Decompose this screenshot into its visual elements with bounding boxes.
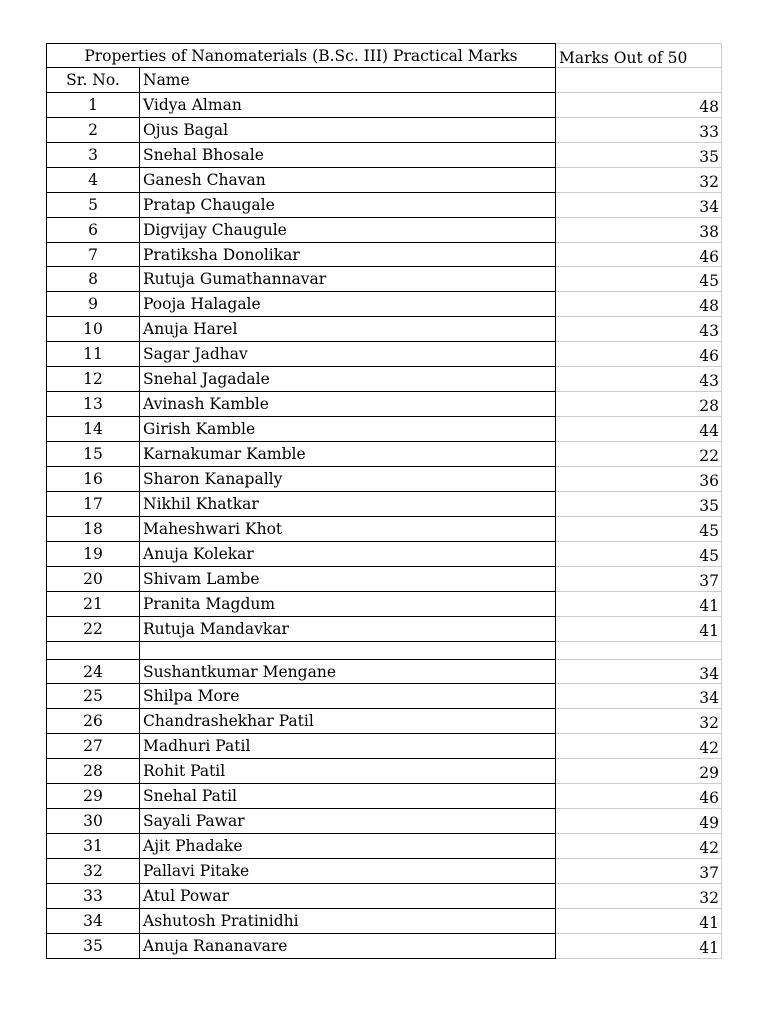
marks-cell[interactable]: 43	[556, 317, 722, 342]
marks-cell[interactable]: 38	[556, 218, 722, 243]
name-cell[interactable]: Anuja Kolekar	[140, 542, 556, 567]
marks-cell[interactable]: 43	[556, 367, 722, 392]
table-row	[46, 884, 722, 909]
name-cell[interactable]: Digvijay Chaugule	[140, 218, 556, 243]
table-row	[46, 467, 722, 492]
sr-no-cell[interactable]	[46, 642, 140, 660]
sr-no-cell[interactable]: 32	[46, 859, 140, 884]
sr-no-cell[interactable]: 9	[46, 292, 140, 317]
marks-cell[interactable]: 37	[556, 859, 722, 884]
table-row	[46, 342, 722, 367]
marks-cell[interactable]: 34	[556, 660, 722, 685]
marks-cell[interactable]: 48	[556, 292, 722, 317]
table-row	[46, 709, 722, 734]
table-row	[46, 617, 722, 642]
sr-no-cell[interactable]: 12	[46, 367, 140, 392]
marks-cell[interactable]: 28	[556, 392, 722, 417]
name-cell[interactable]: Rohit Patil	[140, 759, 556, 784]
table-row	[46, 243, 722, 268]
sr-no-cell[interactable]: 31	[46, 834, 140, 859]
sr-no-cell[interactable]: 13	[46, 392, 140, 417]
marks-cell[interactable]: 42	[556, 734, 722, 759]
name-cell[interactable]: Sayali Pawar	[140, 809, 556, 834]
marks-cell[interactable]: 46	[556, 243, 722, 268]
name-cell[interactable]: Anuja Rananavare	[140, 934, 556, 959]
name-cell[interactable]: Rutuja Gumathannavar	[140, 267, 556, 292]
table-row	[46, 809, 722, 834]
name-cell[interactable]: Girish Kamble	[140, 417, 556, 442]
name-cell[interactable]: Snehal Patil	[140, 784, 556, 809]
table-row	[46, 567, 722, 592]
sr-no-cell[interactable]: 29	[46, 784, 140, 809]
sr-no-cell[interactable]: 4	[46, 168, 140, 193]
marks-cell[interactable]: 45	[556, 542, 722, 567]
table-row	[46, 734, 722, 759]
marks-cell[interactable]: 29	[556, 759, 722, 784]
marks-cell[interactable]: 34	[556, 684, 722, 709]
table-row	[46, 759, 722, 784]
table-row	[46, 392, 722, 417]
table-row	[46, 168, 722, 193]
marks-cell[interactable]: 45	[556, 267, 722, 292]
table-row	[46, 367, 722, 392]
name-cell[interactable]: Sushantkumar Mengane	[140, 660, 556, 685]
marks-cell[interactable]: 32	[556, 168, 722, 193]
table-row	[46, 93, 722, 118]
sr-no-cell[interactable]: 15	[46, 442, 140, 467]
sr-no-cell[interactable]: 7	[46, 243, 140, 268]
sr-no-cell[interactable]: 19	[46, 542, 140, 567]
marks-sheet	[46, 43, 722, 959]
marks-cell[interactable]: 32	[556, 884, 722, 909]
sr-no-cell[interactable]: 6	[46, 218, 140, 243]
sr-no-cell[interactable]: 34	[46, 909, 140, 934]
marks-cell[interactable]: 44	[556, 417, 722, 442]
table-row	[46, 859, 722, 884]
name-cell[interactable]: Maheshwari Khot	[140, 517, 556, 542]
marks-cell[interactable]: 37	[556, 567, 722, 592]
name-cell[interactable]: Ajit Phadake	[140, 834, 556, 859]
table-row	[46, 442, 722, 467]
table-row	[46, 218, 722, 243]
name-cell[interactable]: Ojus Bagal	[140, 118, 556, 143]
table-row	[46, 292, 722, 317]
name-cell[interactable]: Shivam Lambe	[140, 567, 556, 592]
marks-column-header[interactable]: Marks Out of 50	[556, 43, 722, 68]
table-row	[46, 542, 722, 567]
name-cell[interactable]: Sharon Kanapally	[140, 467, 556, 492]
name-cell[interactable]	[140, 642, 556, 660]
sr-no-cell[interactable]: 10	[46, 317, 140, 342]
sr-no-cell[interactable]: 30	[46, 809, 140, 834]
marks-header-blank-cell[interactable]	[556, 68, 722, 93]
name-cell[interactable]: Shilpa More	[140, 684, 556, 709]
sr-no-cell[interactable]: 5	[46, 193, 140, 218]
sr-no-cell[interactable]: 1	[46, 93, 140, 118]
sheet-title[interactable]: Properties of Nanomaterials (B.Sc. III) Practical Marks	[46, 43, 556, 68]
name-cell[interactable]: Ashutosh Pratinidhi	[140, 909, 556, 934]
table-row	[46, 592, 722, 617]
table-row	[46, 267, 722, 292]
sr-no-cell[interactable]: 16	[46, 467, 140, 492]
sr-no-cell[interactable]: 33	[46, 884, 140, 909]
sr-no-cell[interactable]: 11	[46, 342, 140, 367]
sr-no-cell[interactable]: 22	[46, 617, 140, 642]
sr-no-cell[interactable]: 28	[46, 759, 140, 784]
sr-no-cell[interactable]: 25	[46, 684, 140, 709]
marks-cell[interactable]: 35	[556, 492, 722, 517]
sr-no-cell[interactable]: 14	[46, 417, 140, 442]
name-cell[interactable]: Pratap Chaugale	[140, 193, 556, 218]
sr-no-cell[interactable]: 35	[46, 934, 140, 959]
marks-cell[interactable]: 41	[556, 909, 722, 934]
table-row	[46, 642, 722, 660]
marks-cell[interactable]: 45	[556, 517, 722, 542]
table-row	[46, 784, 722, 809]
name-cell[interactable]: Karnakumar Kamble	[140, 442, 556, 467]
name-cell[interactable]: Pranita Magdum	[140, 592, 556, 617]
sr-no-cell[interactable]: 21	[46, 592, 140, 617]
marks-cell[interactable]: 48	[556, 93, 722, 118]
table-row	[46, 834, 722, 859]
marks-cell[interactable]	[556, 642, 722, 660]
table-row	[46, 118, 722, 143]
marks-cell[interactable]: 41	[556, 592, 722, 617]
table-row	[46, 517, 722, 542]
marks-cell[interactable]: 46	[556, 784, 722, 809]
name-cell[interactable]: Madhuri Patil	[140, 734, 556, 759]
table-body	[46, 93, 722, 959]
sr-no-cell[interactable]: 26	[46, 709, 140, 734]
marks-cell[interactable]: 22	[556, 442, 722, 467]
marks-cell[interactable]: 41	[556, 934, 722, 959]
sr-no-cell[interactable]: 2	[46, 118, 140, 143]
table-row	[46, 934, 722, 959]
table-row	[46, 317, 722, 342]
sr-no-cell[interactable]: 24	[46, 660, 140, 685]
table-row	[46, 193, 722, 218]
table-row	[46, 684, 722, 709]
name-cell[interactable]: Nikhil Khatkar	[140, 492, 556, 517]
name-cell[interactable]: Rutuja Mandavkar	[140, 617, 556, 642]
header-row	[46, 68, 722, 93]
table-row	[46, 492, 722, 517]
name-cell[interactable]: Avinash Kamble	[140, 392, 556, 417]
table-row	[46, 660, 722, 685]
sr-no-column-header[interactable]: Sr. No.	[46, 68, 140, 93]
name-cell[interactable]: Pooja Halagale	[140, 292, 556, 317]
sr-no-cell[interactable]: 20	[46, 567, 140, 592]
name-cell[interactable]: Snehal Jagadale	[140, 367, 556, 392]
marks-cell[interactable]: 49	[556, 809, 722, 834]
marks-cell[interactable]: 41	[556, 617, 722, 642]
name-cell[interactable]: Chandrashekhar Patil	[140, 709, 556, 734]
name-cell[interactable]: Pratiksha Donolikar	[140, 243, 556, 268]
name-cell[interactable]: Snehal Bhosale	[140, 143, 556, 168]
sr-no-cell[interactable]: 8	[46, 267, 140, 292]
table-row	[46, 909, 722, 934]
sr-no-cell[interactable]: 17	[46, 492, 140, 517]
name-cell[interactable]: Pallavi Pitake	[140, 859, 556, 884]
name-cell[interactable]: Vidya Alman	[140, 93, 556, 118]
marks-cell[interactable]: 33	[556, 118, 722, 143]
name-cell[interactable]: Anuja Harel	[140, 317, 556, 342]
name-column-header[interactable]: Name	[140, 68, 556, 93]
marks-cell[interactable]: 35	[556, 143, 722, 168]
name-cell[interactable]: Sagar Jadhav	[140, 342, 556, 367]
name-cell[interactable]: Ganesh Chavan	[140, 168, 556, 193]
marks-cell[interactable]: 34	[556, 193, 722, 218]
marks-cell[interactable]: 36	[556, 467, 722, 492]
name-cell[interactable]: Atul Powar	[140, 884, 556, 909]
marks-cell[interactable]: 32	[556, 709, 722, 734]
sr-no-cell[interactable]: 18	[46, 517, 140, 542]
table-row	[46, 417, 722, 442]
sr-no-cell[interactable]: 3	[46, 143, 140, 168]
marks-cell[interactable]: 46	[556, 342, 722, 367]
table-row	[46, 143, 722, 168]
sr-no-cell[interactable]: 27	[46, 734, 140, 759]
marks-cell[interactable]: 42	[556, 834, 722, 859]
title-row	[46, 43, 722, 68]
